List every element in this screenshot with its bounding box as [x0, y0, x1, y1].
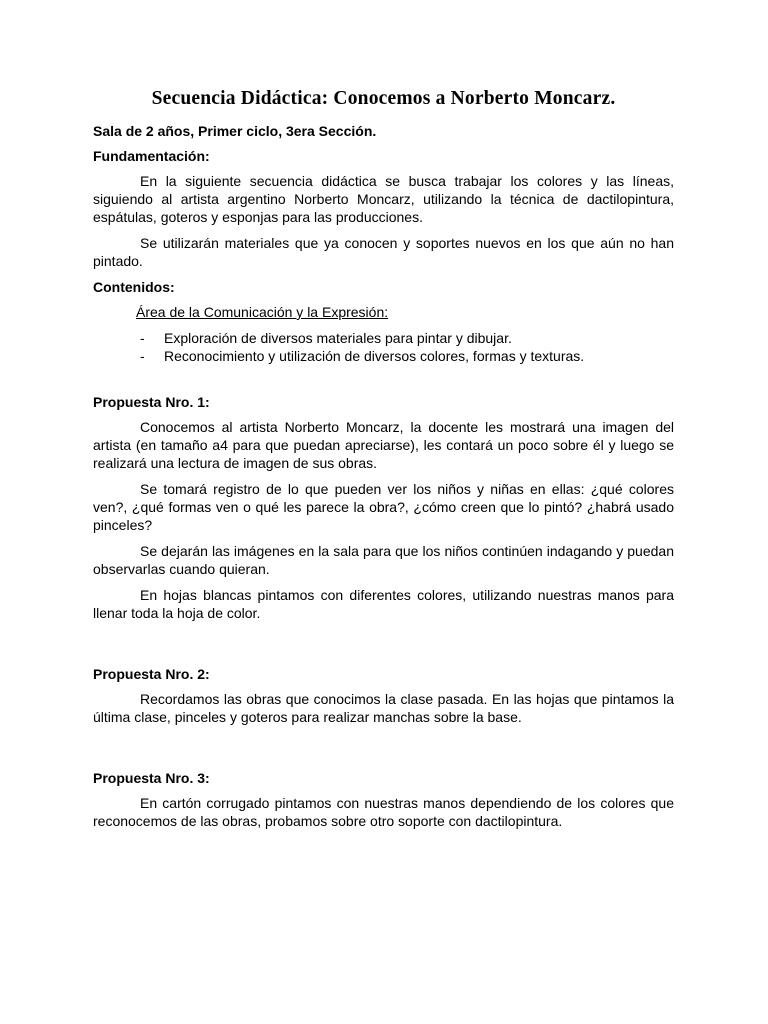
- list-item-text: Reconocimiento y utilización de diversos colores, formas y texturas.: [164, 348, 585, 364]
- contenidos-list: [140, 329, 674, 365]
- fundamentacion-paragraph: Se utilizarán materiales que ya conocen y soportes nuevos en los que aún no han pintado.: [93, 235, 674, 269]
- document-subtitle: Sala de 2 años, Primer ciclo, 3era Sección.: [93, 123, 377, 139]
- contenidos-heading: Contenidos:: [93, 279, 175, 295]
- fundamentacion-heading: Fundamentación:: [93, 148, 210, 164]
- contenidos-list-wrapper: [93, 329, 674, 365]
- spacer: [93, 365, 674, 393]
- propuesta-1-heading: Propuesta Nro. 1:: [93, 394, 210, 410]
- spacer: [93, 630, 674, 665]
- propuesta-3-paragraph: En cartón corrugado pintamos con nuestras manos dependiendo de los colores que reconocemos de las obras, probamos sobre otro soporte con dactilopintura.: [93, 795, 674, 829]
- spacer: [93, 734, 674, 769]
- fundamentacion-paragraph: En la siguiente secuencia didáctica se busca trabajar los colores y las líneas, siguiendo al artista argentino Norberto Moncarz, utilizando la técnica de dactilopintura, espátulas, goteros y esponjas para las producciones.: [93, 173, 674, 225]
- bullet-marker: -: [140, 348, 145, 364]
- propuesta-2-heading: Propuesta Nro. 2:: [93, 666, 210, 682]
- propuesta-1-paragraph: Conocemos al artista Norberto Moncarz, la docente les mostrará una imagen del artista (en tamaño a4 para que puedan apreciarse), les contará un poco sobre él y luego se realizará una lectura de imagen de sus obras.: [93, 419, 674, 471]
- contenidos-area-label: Área de la Comunicación y la Expresión:: [136, 304, 389, 320]
- list-item: [140, 347, 674, 365]
- list-item-text: Exploración de diversos materiales para pintar y dibujar.: [164, 330, 512, 346]
- list-item: [140, 329, 674, 347]
- document-title: Secuencia Didáctica: Conocemos a Norberto Moncarz.: [151, 88, 616, 109]
- propuesta-3-heading: Propuesta Nro. 3:: [93, 770, 210, 786]
- bullet-marker: -: [140, 330, 145, 346]
- propuesta-1-paragraph: Se dejarán las imágenes en la sala para que los niños continúen indagando y puedan observarlas cuando quieran.: [93, 543, 674, 577]
- propuesta-1-paragraph: Se tomará registro de lo que pueden ver los niños y niñas en ellas: ¿qué colores ven?, ¿qué formas ven o qué les parece la obra?, ¿cómo creen que lo pintó? ¿habrá usado pinceles?: [93, 481, 674, 533]
- propuesta-2-paragraph: Recordamos las obras que conocimos la clase pasada. En las hojas que pintamos la última clase, pinceles y goteros para realizar manchas sobre la base.: [93, 691, 674, 725]
- document-page: [93, 86, 674, 838]
- propuesta-1-paragraph: En hojas blancas pintamos con diferentes colores, utilizando nuestras manos para llenar toda la hoja de color.: [93, 587, 674, 621]
